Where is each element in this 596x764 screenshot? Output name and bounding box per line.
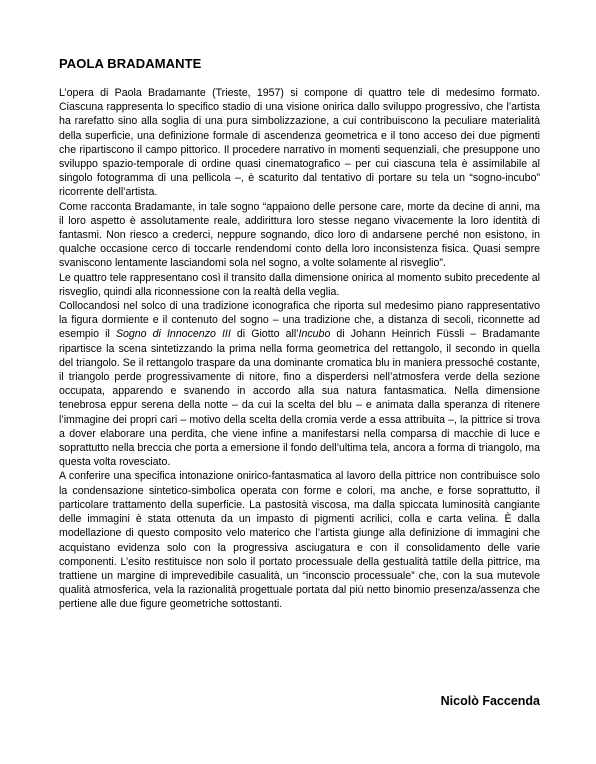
body-paragraph bbox=[59, 271, 540, 299]
document-body bbox=[59, 86, 540, 612]
artwork-title-italic: Sogno di Innocenzo III bbox=[115, 328, 231, 341]
body-paragraph bbox=[59, 469, 540, 611]
paragraph-text: Le quattro tele rappresentano così il transito dalla dimensione onirica al momento subito precedente al risveglio, quindi alla riconnessione con la realtà della veglia. bbox=[59, 271, 540, 298]
body-paragraph bbox=[59, 299, 540, 469]
body-paragraph bbox=[59, 200, 540, 271]
paragraph-text: Collocandosi nel solco di una tradizione iconografica che riporta sul medesimo piano rappresentativo la figura dormiente e il contenuto del sogno – una tradizione che, a distanza di secoli, riconnette ad esempio il bbox=[59, 300, 540, 341]
document-page bbox=[59, 56, 540, 612]
paragraph-text: di Johann Heinrich Füssli – Bradamante ripartisce la scena sintetizzando la prima nella forma geometrica del rettangolo, il secondo in quella del triangolo. Se il rettangolo traspare da una dominante cromatica blu in maniera pressoché costante, il triangolo perde progressivamente di nitore, fino a disperdersi nell’atmosfera verde della sezione occupata, apparendo e svanendo in accordo alla sua natura fantasmatica. Nella dimensione tenebrosa eppur serena della notte – da cui la scelta del blu – e animata dalla speranza di ritenere l’immagine dei propri cari – motivo della scelta della cromia verde a essa attribuita –, la pittrice si trova a dover elaborare una perdita, che viene infine a manifestarsi nella comparsa di macchie di luce e soprattutto nella breccia che porta a emersione il fondo dell’ultima tela, ancora a forma di triangolo, ma questa volta rovesciato. bbox=[59, 328, 540, 469]
author-signature: Nicolò Faccenda bbox=[440, 694, 540, 708]
paragraph-text: L’opera di Paola Bradamante (Trieste, 1957) si compone di quattro tele di medesimo formato. Ciascuna rappresenta lo specifico stadio di una visione onirica dallo sviluppo progressivo, che l’artista ha rarefatto sino alla soglia di una pura simbolizzazione, a cui contribuiscono la peculiare materialità della superficie, una definizione formale di ascendenza geometrica e il tono acceso dei due pigmenti che ripartiscono il campo pittorico. Il procedere narrativo in momenti sequenziali, che presuppone uno sviluppo spazio-temporale di ordine quasi cinematografico – per cui ciascuna tela è assimilabile al singolo fotogramma di una pellicola –, è scaturito dal tentativo di portare su tela un “sogno-incubo” ricorrente dell’artista. bbox=[59, 87, 540, 199]
paragraph-text: A conferire una specifica intonazione onirico-fantasmatica al lavoro della pittrice non contribuisce solo la condensazione sintetico-simbolica operata con forme e colori, ma anche, e forse soprattutto, il particolare trattamento della superficie. La pastosità viscosa, ma dalla spiccata luminosità cangiante delle immagini è stata ottenuta da un impasto di pigmenti acrilici, colla e carta velina. È dalla modellazione di questo composito velo materico che l’artista giunge alla definizione di immagini che acquistano evidenza solo con la progressiva asciugatura e con il consolidamento delle varie componenti. L’esito restituisce non solo il portato processuale della gestualità tattile della pittrice, ma trattiene un margine di imprevedibile casualità, un “inconscio processuale” che, con la sua mutevole qualità atmosferica, vela la razionalità progettuale portata dal più netto binomio presenza/assenza che pertiene alle due figure geometriche sottostanti. bbox=[59, 470, 540, 611]
paragraph-text: di Giotto all’ bbox=[230, 328, 299, 341]
paragraph-text: Come racconta Bradamante, in tale sogno “appaiono delle persone care, morte da decine di anni, ma il loro aspetto è assolutamente reale, addirittura loro stesse negano vivacemente la loro identità di fantasmi. Non riesco a crederci, neppure sognando, dico loro di andarsene perché non esistono, in qualche occasione cerco di toccarle rendendomi conto della loro inconsistenza fisica. Quasi sempre svaniscono lentamente lasciandomi sola nel sogno, a volte solamente al risveglio”. bbox=[59, 200, 540, 270]
artwork-title-italic: Incubo bbox=[298, 328, 331, 341]
body-paragraph bbox=[59, 86, 540, 200]
document-title: PAOLA BRADAMANTE bbox=[59, 56, 202, 71]
